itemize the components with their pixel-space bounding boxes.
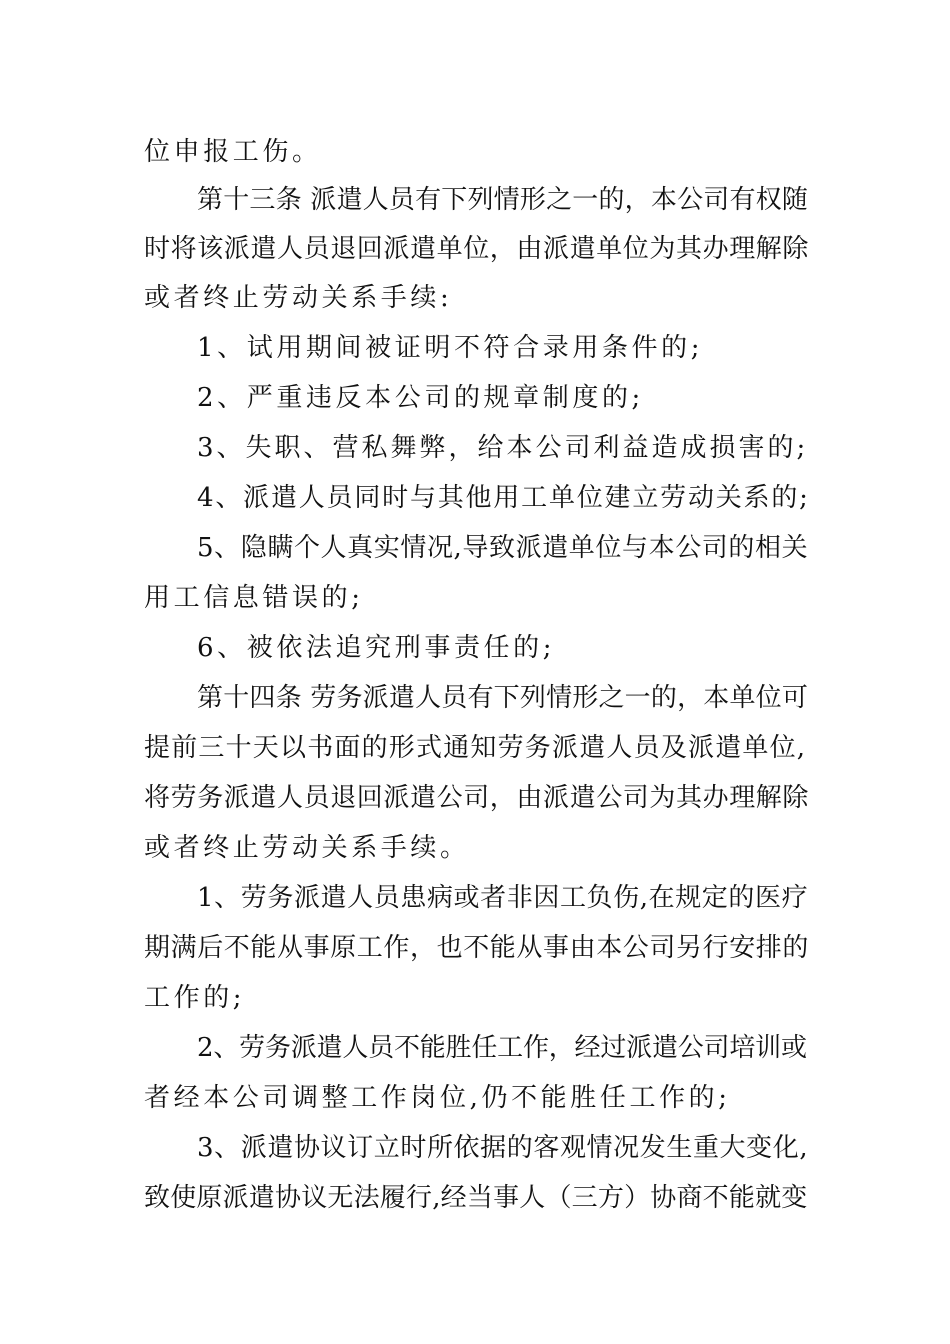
article-13-item-4: 4、派遣人员同时与其他用工单位建立劳动关系的; [197, 483, 810, 513]
article-13-item-5-cont: 用工信息错误的; [144, 583, 364, 613]
article-14-item-3: 3、派遣协议订立时所依据的客观情况发生重大变化, [197, 1133, 809, 1163]
article-13-heading: 第十三条 派遣人员有下列情形之一的，本公司有权随 [197, 185, 809, 215]
article-13-item-3: 3、失职、营私舞弊，给本公司利益造成损害的; [197, 433, 809, 463]
text-line-14: 将劳务派遣人员退回派遣公司，由派遣公司为其办理解除 [144, 783, 810, 813]
article-13-item-2: 2、严重违反本公司的规章制度的; [197, 383, 644, 413]
article-14-item-3-cont: 致使原派遣协议无法履行,经当事人（三方）协商不能就变 [144, 1183, 808, 1213]
article-14-item-1: 1、劳务派遣人员患病或者非因工负伤,在规定的医疗 [197, 883, 809, 913]
article-13-item-6: 6、被依法追究刑事责任的; [197, 633, 556, 663]
article-14-item-1-cont: 期满后不能从事原工作，也不能从事由本公司另行安排的 [144, 933, 810, 963]
text-line-1: 位申报工伤。 [144, 137, 322, 167]
article-14-item-1-cont2: 工作的; [144, 983, 246, 1013]
text-line-3: 时将该派遣人员退回派遣单位，由派遣单位为其办理解除 [144, 234, 810, 264]
article-14-item-2: 2、劳务派遣人员不能胜任工作，经过派遣公司培训或 [197, 1033, 807, 1063]
text-line-15: 或者终止劳动关系手续。 [144, 833, 470, 863]
article-14-heading: 第十四条 劳务派遣人员有下列情形之一的，本单位可 [197, 683, 809, 713]
text-line-13: 提前三十天以书面的形式通知劳务派遣人员及派遣单位, [144, 733, 807, 763]
article-13-item-1: 1、试用期间被证明不符合录用条件的; [197, 333, 704, 363]
article-13-item-5: 5、隐瞒个人真实情况,导致派遣单位与本公司的相关 [197, 533, 809, 563]
text-line-4: 或者终止劳动关系手续: [144, 283, 453, 313]
article-14-item-2-cont: 者经本公司调整工作岗位,仍不能胜任工作的; [144, 1083, 731, 1113]
